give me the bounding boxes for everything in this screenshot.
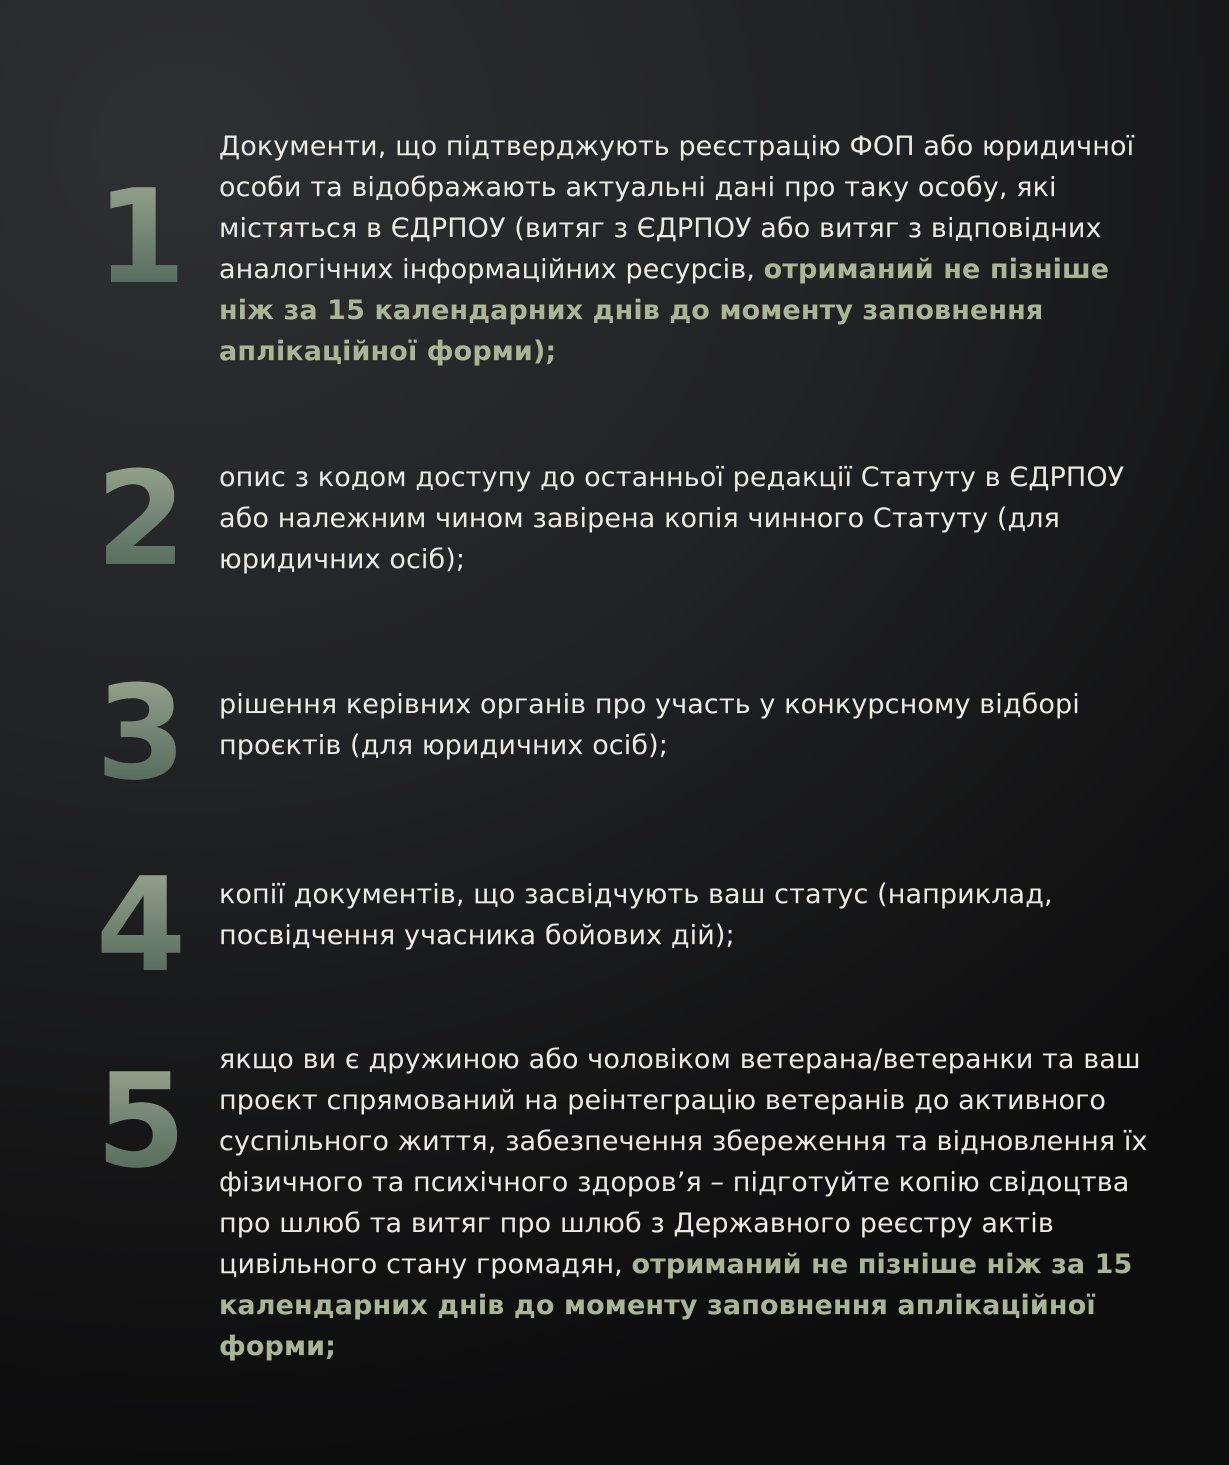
item-number: 4: [86, 860, 196, 990]
item-text-body: рішення керівних органів про участь у конкурсному відборі проєктів (для юридичних осіб);: [219, 689, 1080, 761]
item-text-body: Документи, що підтверджують реєстрацію ФОП або юридичної особи та відображають актуальні дані про таку особу, які містяться в ЄДРПОУ (витяг з ЄДРПОУ або витяг з відповідних аналогічних інформаційних ресурсів,: [219, 131, 1135, 285]
item-text: [219, 126, 1149, 372]
item-text-highlight: отриманий не пізніше ніж за 15 календарних днів до моменту заповнення аплікаційної форми);: [219, 254, 1110, 367]
item-text: [219, 874, 1149, 956]
item-text-body: якщо ви є дружиною або чоловіком ветерана/ветеранки та ваш проєкт спрямований на реінтеграцію ветеранів до активного суспільного життя, забезпечення збереження та відновлення їх фізичного та психічного здоров’я – підготуйте копію свідоцтва про шлюб та витяг про шлюб з Державного реєстру актів цивільного стану громадян,: [219, 1044, 1148, 1280]
item-text-body: копії документів, що засвідчують ваш статус (наприклад, посвідчення учасника бойових дій);: [219, 879, 1053, 951]
item-number: 1: [86, 172, 196, 302]
item-text: [219, 1039, 1149, 1367]
item-text-body: опис з кодом доступу до останньої редакції Статуту в ЄДРПОУ або належним чином завірена копія чинного Статуту (для юридичних осіб);: [219, 462, 1125, 575]
item-text-highlight: отриманий не пізніше ніж за 15 календарних днів до моменту заповнення аплікаційної форми;: [219, 1249, 1133, 1362]
item-number: 2: [86, 454, 196, 584]
item-number: 5: [86, 1056, 196, 1186]
item-text: [219, 684, 1149, 766]
item-number: 3: [86, 668, 196, 798]
item-text: [219, 457, 1149, 580]
